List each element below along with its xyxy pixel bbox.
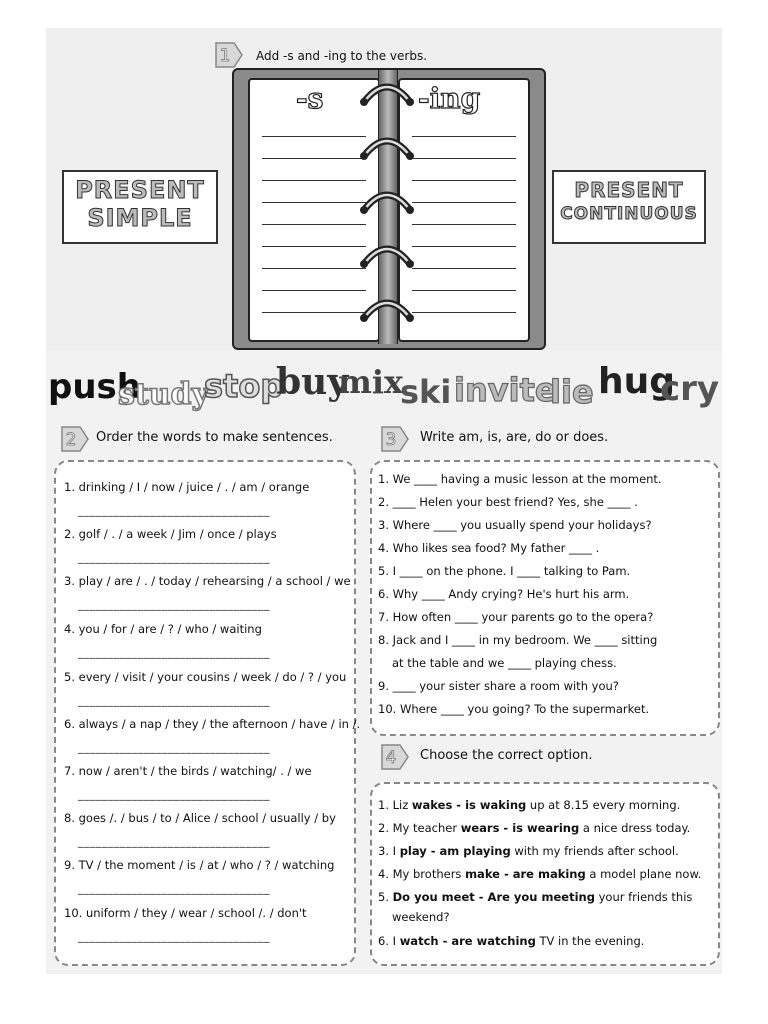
section4-instruction: Choose the correct option. <box>420 748 593 763</box>
order-item-10: 10. uniform / they / wear / school /. / don't <box>64 906 307 920</box>
answer-line[interactable]: ________________________________ <box>78 504 270 517</box>
fill-item-10: 10. Where ____ you going? To the supermarket. <box>378 702 650 716</box>
verb-buy: buy <box>276 361 349 403</box>
order-item-9: 9. TV / the moment / is / at / who / ? / watching <box>64 858 335 872</box>
section1-instruction: Add -s and -ing to the verbs. <box>256 49 428 63</box>
present-simple-label: PRESENT SIMPLE <box>62 170 218 244</box>
verb-cry: cry <box>660 369 720 409</box>
fill-item-3: 3. Where ____ you usually spend your holidays? <box>378 518 652 532</box>
fill-item-1: 1. We ____ having a music lesson at the moment. <box>378 472 662 486</box>
answer-line[interactable]: ________________________________ <box>78 598 270 611</box>
section3-instruction: Write am, is, are, do or does. <box>420 430 609 445</box>
section2-number-badge <box>60 424 90 454</box>
fill-item-2: 2. ____ Helen your best friend? Yes, she ____ . <box>378 495 638 509</box>
order-item-2: 2. golf / . / a week / Jim / once / plays <box>64 527 277 541</box>
s-column-heading: -s <box>296 82 324 115</box>
fill-item-6: 6. Why ____ Andy crying? He's hurt his arm. <box>378 587 630 601</box>
choice-item-6: 6. I watch - are watching TV in the evening. <box>378 934 645 948</box>
svg-text:4: 4 <box>385 748 397 768</box>
order-item-3: 3. play / are / . / today / rehearsing / a school / we <box>64 574 351 588</box>
order-item-5: 5. every / visit / your cousins / week / do / ? / you <box>64 670 347 684</box>
order-item-7: 7. now / aren't / the birds / watching/ . / we <box>64 764 312 778</box>
notebook-rings <box>352 70 422 350</box>
verb-study: study <box>118 377 209 412</box>
choice-item-4: 4. My brothers make - are making a model plane now. <box>378 867 702 881</box>
choice-item-5: 5. Do you meet - Are you meeting your friends this <box>378 890 693 904</box>
fill-item-5: 5. I ____ on the phone. I ____ talking to Pam. <box>378 564 631 578</box>
fill-item-4: 4. Who likes sea food? My father ____ . <box>378 541 600 555</box>
section3-number-badge <box>380 424 410 454</box>
fill-item-7: 7. How often ____ your parents go to the opera? <box>378 610 654 624</box>
order-item-4: 4. you / for / are / ? / who / waiting <box>64 622 262 636</box>
section4-number-badge <box>380 742 410 772</box>
choice-item-1: 1. Liz wakes - is waking up at 8.15 every morning. <box>378 798 681 812</box>
verb-ski: ski <box>400 373 452 411</box>
answer-line[interactable]: ________________________________ <box>78 551 270 564</box>
svg-text:3: 3 <box>385 430 397 450</box>
section1-number-badge <box>214 40 244 70</box>
fill-item-8-cont: at the table and we ____ playing chess. <box>392 656 617 670</box>
ing-column-heading: -ing <box>418 82 481 115</box>
answer-line[interactable]: ________________________________ <box>78 694 270 707</box>
fill-item-8: 8. Jack and I ____ in my bedroom. We ____ sitting <box>378 633 658 647</box>
choice-item-3: 3. I play - am playing with my friends after school. <box>378 844 679 858</box>
answer-line[interactable]: ________________________________ <box>78 882 270 895</box>
verb-lie: lie <box>550 373 594 411</box>
verb-mix: mix <box>338 363 404 401</box>
choice-item-2: 2. My teacher wears - is wearing a nice dress today. <box>378 821 691 835</box>
choice-item-5-cont: weekend? <box>392 910 450 924</box>
verb-hug: hug <box>598 361 676 402</box>
order-item-1: 1. drinking / I / now / juice / . / am / orange <box>64 480 310 494</box>
order-item-8: 8. goes /. / bus / to / Alice / school / usually / by <box>64 811 336 825</box>
answer-line[interactable]: ________________________________ <box>78 930 270 943</box>
verb-stop: stop <box>204 367 284 405</box>
verb-invite: invite <box>454 371 557 409</box>
svg-text:2: 2 <box>65 430 77 450</box>
answer-line[interactable]: ________________________________ <box>78 835 270 848</box>
present-continuous-label: PRESENT CONTINUOUS <box>552 170 706 244</box>
order-item-6: 6. always / a nap / they / the afternoon / have / in /. <box>64 717 361 731</box>
fill-item-9: 9. ____ your sister share a room with you? <box>378 679 619 693</box>
verb-push: push <box>48 367 141 407</box>
answer-line[interactable]: ________________________________ <box>78 788 270 801</box>
answer-line[interactable]: ________________________________ <box>78 741 270 754</box>
section2-instruction: Order the words to make sentences. <box>96 430 333 445</box>
svg-text:1: 1 <box>219 46 231 66</box>
answer-line[interactable]: ________________________________ <box>78 646 270 659</box>
